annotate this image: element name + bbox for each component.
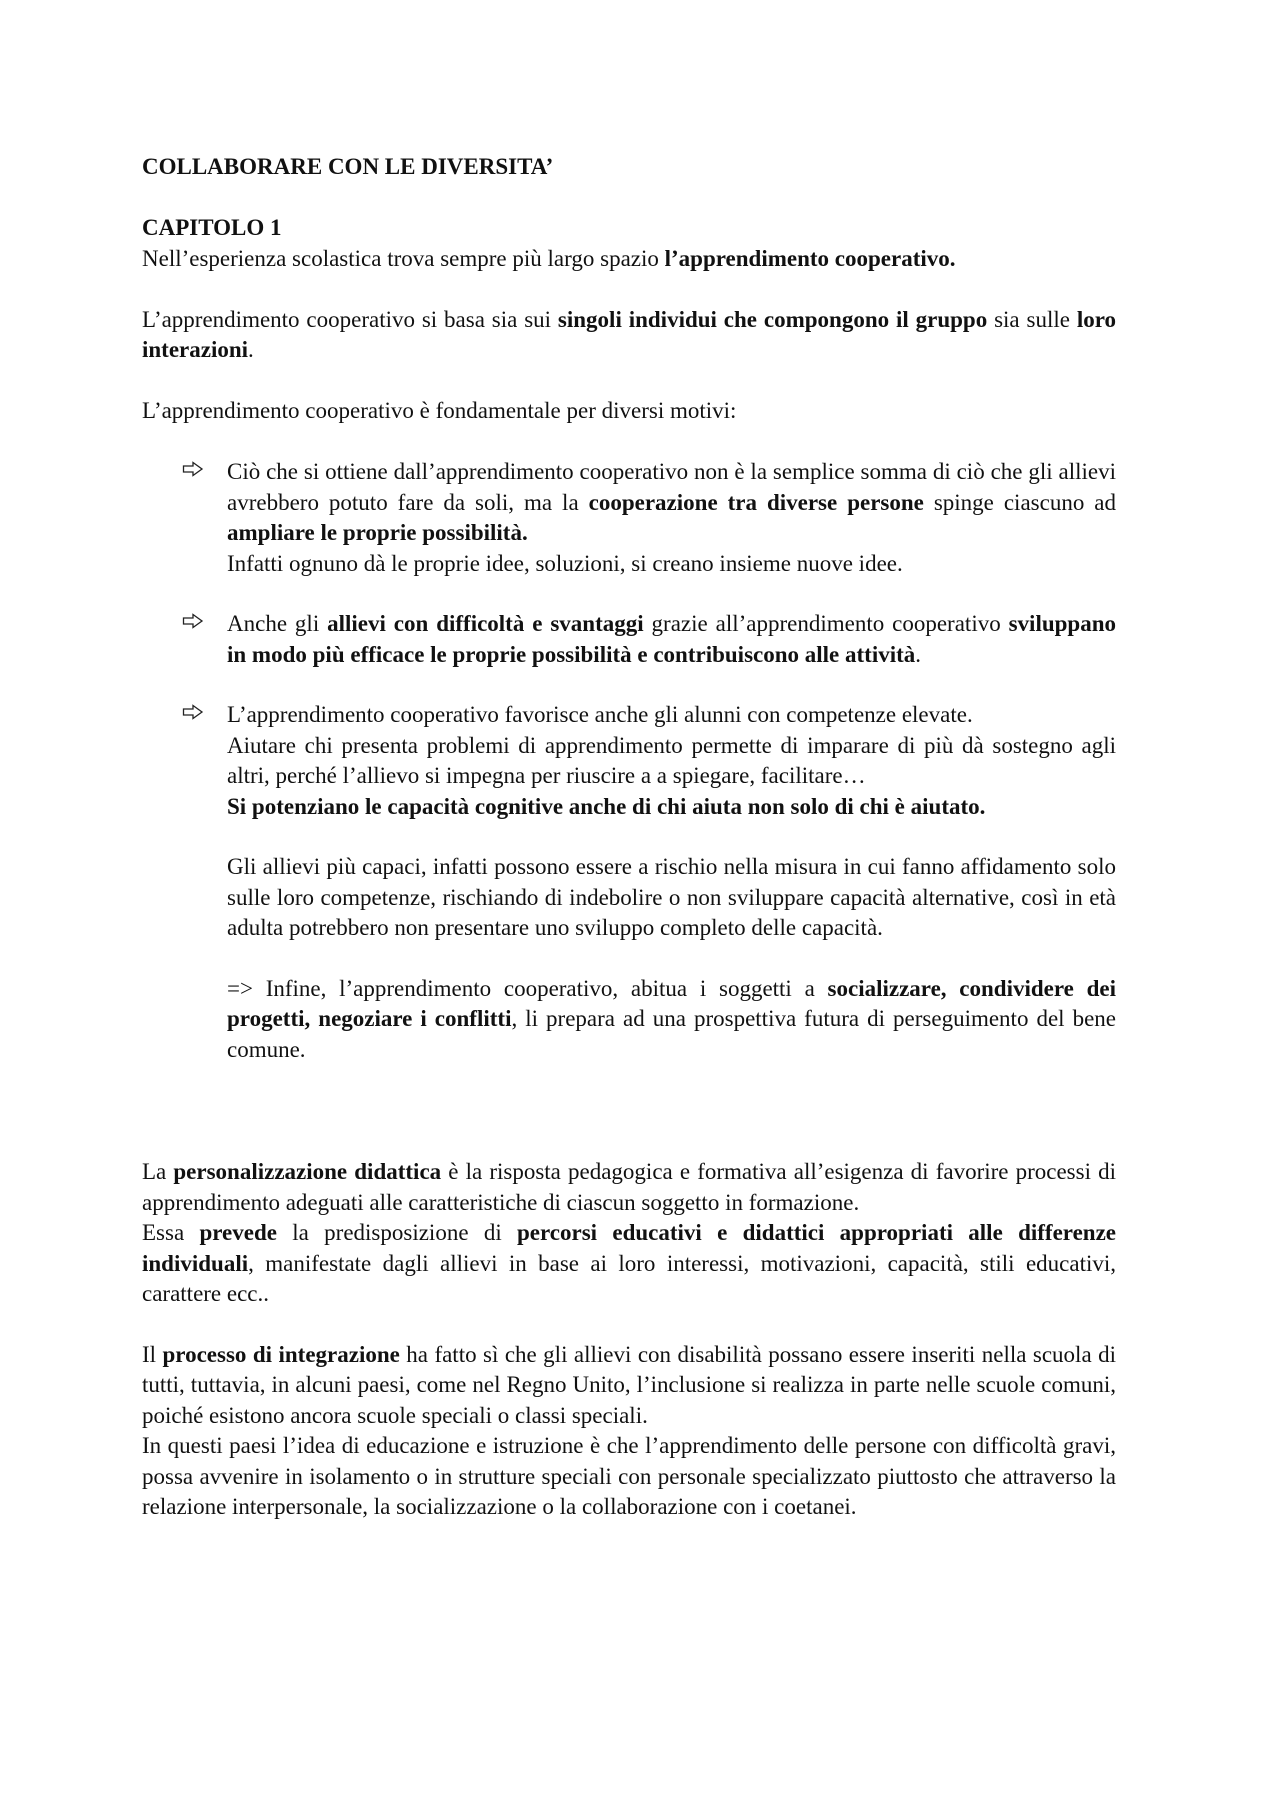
text-run: Anche gli [227,611,328,636]
bold-run: personalizzazione didattica [173,1159,442,1184]
text-run: . [915,641,922,667]
bullet-text: Aiutare chi presenta problemi di apprendimento permette di imparare di più dà sostegno agli altri, perché l’allievo si impegna per riuscire a a spiegare, facilitare… [227,732,1116,788]
paragraph-paths [142,1218,1116,1310]
paragraph-integration [142,1340,1116,1432]
bold-run: processo di integrazione [162,1341,400,1367]
document-page [142,152,1116,1523]
bullet-text [227,457,1116,549]
document-title: COLLABORARE CON LE DIVERSITA’ [142,154,554,179]
paragraph-personalization [142,1157,1116,1218]
bullet-text-line: L’apprendimento cooperativo favorisce anche gli alunni con competenze elevate. [227,702,973,727]
text-run: , manifestate dagli allievi in base ai loro interessi, motivazioni, capacità, stili educativi, carattere ecc.. [142,1250,1116,1306]
paragraph-special-schools: In questi paesi l’idea di educazione e istruzione è che l’apprendimento delle persone con difficoltà gravi, possa avvenire in isolamento o in strutture speciali con personale specializzato piuttosto che attraverso la relazione interpersonale, la socializzazione o la collaborazione con i coetanei. [142,1433,1116,1519]
bold-run: prevede [199,1220,277,1245]
bold-run: Si potenziano le capacità cognitive anche di chi aiuta non solo di chi è aiutato. [227,793,986,819]
text-run: la predisposizione di [276,1220,518,1245]
text-run: Il [142,1341,163,1367]
bullet-bold-line [227,792,1116,823]
bullet-subparagraph: Gli allievi più capaci, infatti possono essere a rischio nella misura in cui fanno affidamento solo sulle loro competenze, rischiando di indebolire o non sviluppare capacità alternative, così in età adulta potrebbero non presentare uno sviluppo completo delle capacità. [227,854,1116,940]
text-run: La [142,1159,174,1184]
bold-run: percorsi educativi e didattici appropriati alle differenze individuali [142,1220,1116,1276]
bullet-text-line: Infatti ognuno dà le proprie idee, soluzioni, si creano insieme nuove idee. [227,550,903,576]
text-run: è la risposta pedagogica e formativa all’esigenza di favorire processi di apprendimento adeguati alle caratteristiche di ciascun soggetto in formazione. [142,1159,1116,1215]
text-run: => Infine, l’apprendimento cooperativo, abitua i soggetti a [227,975,828,1001]
list-item [182,700,1116,1065]
list-item [182,457,1116,579]
motives-list [182,457,1116,1065]
text-run: Ciò che si ottiene dall’apprendimento cooperativo non è la semplice somma di ciò che gli allievi avrebbero potuto fare da soli, ma la [227,459,1116,515]
arrow-right-icon [182,613,204,629]
intro-paragraph [142,244,1116,275]
bold-run: allievi con difficoltà e svantaggi [327,611,644,636]
bold-run: cooperazione tra diverse persone [588,489,924,515]
text-run: Essa [142,1220,200,1245]
paragraph-group-basis [142,305,1116,366]
arrow-right-icon [182,704,204,720]
bold-run: singoli individui che compongono il gruppo [557,306,988,332]
text-run: ha fatto sì che gli allievi con disabilità possano essere inseriti nella scuola di tutti, tuttavia, in alcuni paesi, come nel Regno Unito, l’inclusione si realizza in parte nelle scuole comuni, poiché esistono ancora scuole speciali o classi speciali. [142,1341,1116,1428]
intro-text: Nell’esperienza scolastica trova sempre più largo spazio [142,246,665,271]
bold-run: socializzare, condividere dei progetti, negoziare i conflitti [227,975,1116,1031]
spacer [142,1065,1116,1157]
text-run: , li prepara ad una prospettiva futura di perseguimento del bene comune. [227,1006,1117,1062]
text-run: spinge ciascuno ad [923,489,1116,515]
list-item [182,609,1116,670]
text-run: sia sulle [987,306,1077,332]
arrow-right-icon [182,461,204,477]
bullet-conclusion [227,974,1116,1066]
bullet-text [227,609,1116,670]
paragraph-motives-intro: L’apprendimento cooperativo è fondamentale per diversi motivi: [142,397,737,423]
text-run: . [248,337,254,362]
intro-bold: l’apprendimento cooperativo. [664,246,956,271]
bold-run: sviluppano in modo più efficace le proprie possibilità e contribuiscono alle attività [227,611,1117,667]
text-run: L’apprendimento cooperativo si basa sia sui [142,306,558,332]
chapter-heading: CAPITOLO 1 [142,215,282,240]
bold-run: loro interazioni [142,306,1116,362]
text-run: grazie all’apprendimento cooperativo [643,611,1009,636]
bold-run: ampliare le proprie possibilità. [227,520,528,545]
